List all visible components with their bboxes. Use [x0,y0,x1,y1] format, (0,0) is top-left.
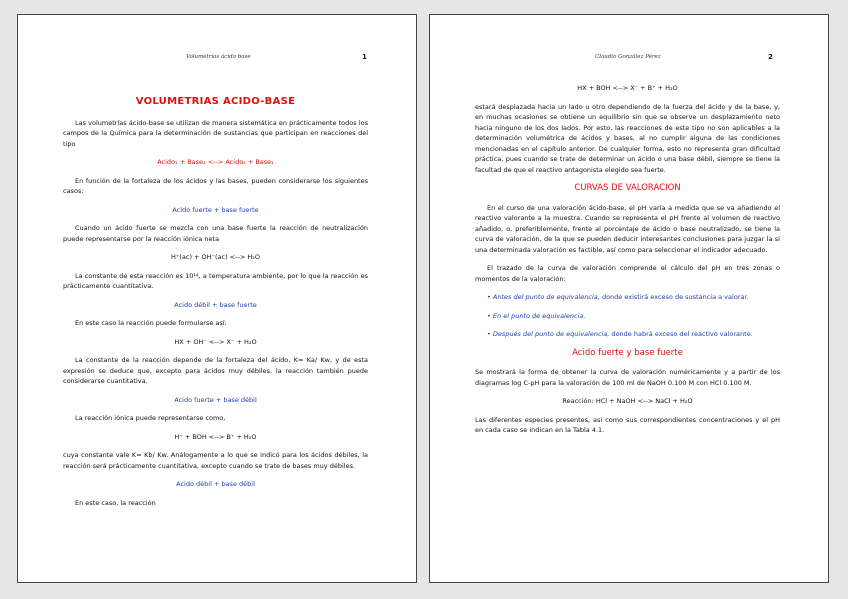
paragraph-especies: Las diferentes especies presentes, así como sus correspondientes concentraciones y el pH en cada caso se indican en la Tabla 4.1. [475,415,780,434]
bullet-text: donde habrá exceso del reactivo valorante. [611,330,753,338]
bullet-item: • En el punto de equivalencia. [487,311,586,320]
page-title: VOLUMETRIAS ACIDO-BASE [135,96,296,107]
paragraph-const2: La constante de la reacción depende de la fortaleza del ácido, K= Ka/ Kw, y de esta expresión se deduce que, excepto para ácidos muy débiles, la reacción también puede considerarse cuantitativa. [63,356,368,385]
case-heading: Acido fuerte + base fuerte [172,205,259,214]
equation-2: HX + OH⁻ <--> X⁻ + H₂O [174,337,257,346]
paragraph-function: En función de la fortaleza de los ácidos y las bases, pueden considerarse los siguientes casos: [63,176,368,195]
page-body [475,83,780,444]
paragraph-case3: La reacción iónica puede representarse como, [75,414,226,422]
page-number: 1 [362,53,367,61]
bullet-emphasis: Después del punto de equivalencia, [492,330,610,338]
case-heading: Acido débil + base débil [176,480,255,488]
page-number: 2 [768,53,773,61]
paragraph-case2: En este caso la reacción puede formularse así: [75,319,227,327]
equation-top: HX + BOH <--> X⁻ + B⁺ + H₂O [577,84,678,92]
bullet-emphasis: En el punto de equivalencia. [492,311,586,320]
paragraph-curvas: En el curso de una valoración ácido-base, el pH varía a medida que se va añadiendo el reactivo valorante a la muestra. Cuando se representa el pH frente al volumen de reactivo añadido, o, preferiblemente, frente al porcentaje de ácido o base neutralizado, se tiene la curva de valoración, de la que se pueden deducir interesantes conclusiones para juzgar la si una determinada valoración es factible, así como para seleccionar el indicador adecuado. [475,203,780,254]
bullet-item: • Antes del punto de equivalencia, donde existirá exceso de sustancia a valorar. [487,293,749,301]
paragraph-trazado: El trazado de la curva de valoración comprende el cálculo del pH en tres zonas o momentos de la valoración: [475,264,780,283]
equation-3: H⁺ + BOH <--> B⁺ + H₂O [174,432,257,441]
reaction-equation: Reacción: HCl + NaOH <--> NaCl + H₂O [562,397,693,405]
paragraph-const3: cuya constante vale K= Kb/ Kw. Análogamente a lo que se indicó para los ácidos débiles, la reacción será prácticamente cuantitativa, excepto cuando se trate de bases muy débiles. [63,451,368,470]
paragraph-mostrara: Se mostrará la forma de obtener la curva de valoración numéricamente y a partir de los diagramas log C-pH para la valoración de 100 ml de NaOH 0.100 M con HCl 0.100 M. [475,368,780,387]
paragraph-const1: La constante de esta reacción es 10¹⁴, a temperatura ambiente, por lo que la reacción es prácticamente cuantitativa. [63,271,368,290]
section-heading: CURVAS DE VALORACION [574,183,681,193]
bullet-emphasis: Antes del punto de equivalencia, [492,293,600,301]
bullet-text: donde existirá exceso de sustancia a valorar. [601,293,749,301]
section-heading: Acido fuerte y base fuerte [572,347,683,358]
page-1 [17,14,417,583]
page-body [63,93,368,516]
bullet-item: • Después del punto de equivalencia, donde habrá exceso del reactivo valorante. [487,330,753,338]
case-heading: Acido débil + base fuerte [174,300,257,309]
page-2 [429,14,829,583]
equation-1: H⁺(ac) + OH⁻(ac) <--> H₂O [171,253,260,261]
paragraph-intro: Las volumetrías ácido-base se utilizan de manera sistemática en prácticamente todos los campos de la Química para la determinación de sustancias que participan en reacciones del tipo [63,118,368,148]
paragraph-case1: Cuando un ácido fuerte se mezcla con una base fuerte la reacción de neutralización puede representarse por la reacción iónica neta [63,224,368,243]
paragraph-continuation: estará desplazada hacia un lado u otro dependiendo de la fuerza del ácido y de la base, y, en muchas ocasiones se obtiene un equilibrio sin que se observe un desplazamiento neto hacia ninguno de los dos lados. Por esto, las reacciones de este tipo no son aplicables a la determinación volumétrica de ácidos y bases, al no cumplir alguna de las condiciones mencionadas en el capítulo anterior. De cualquier forma, esto no representa gran dificultad práctica, pues cuando se trate de determinar un ácido o una base débil, siempre se tiene la facultad de que el reactivo antagonista elegido sea fuerte. [475,102,780,174]
paragraph-case4: En este caso, la reacción [75,498,156,507]
equation-general: Acido₁ + Base₂ <--> Acido₂ + Base₁ [157,158,274,166]
running-head: Claudio González Pérez [595,54,661,60]
case-heading: Acido fuerte + base débil [174,395,257,404]
running-head: Volumetrías ácido base [186,54,251,60]
